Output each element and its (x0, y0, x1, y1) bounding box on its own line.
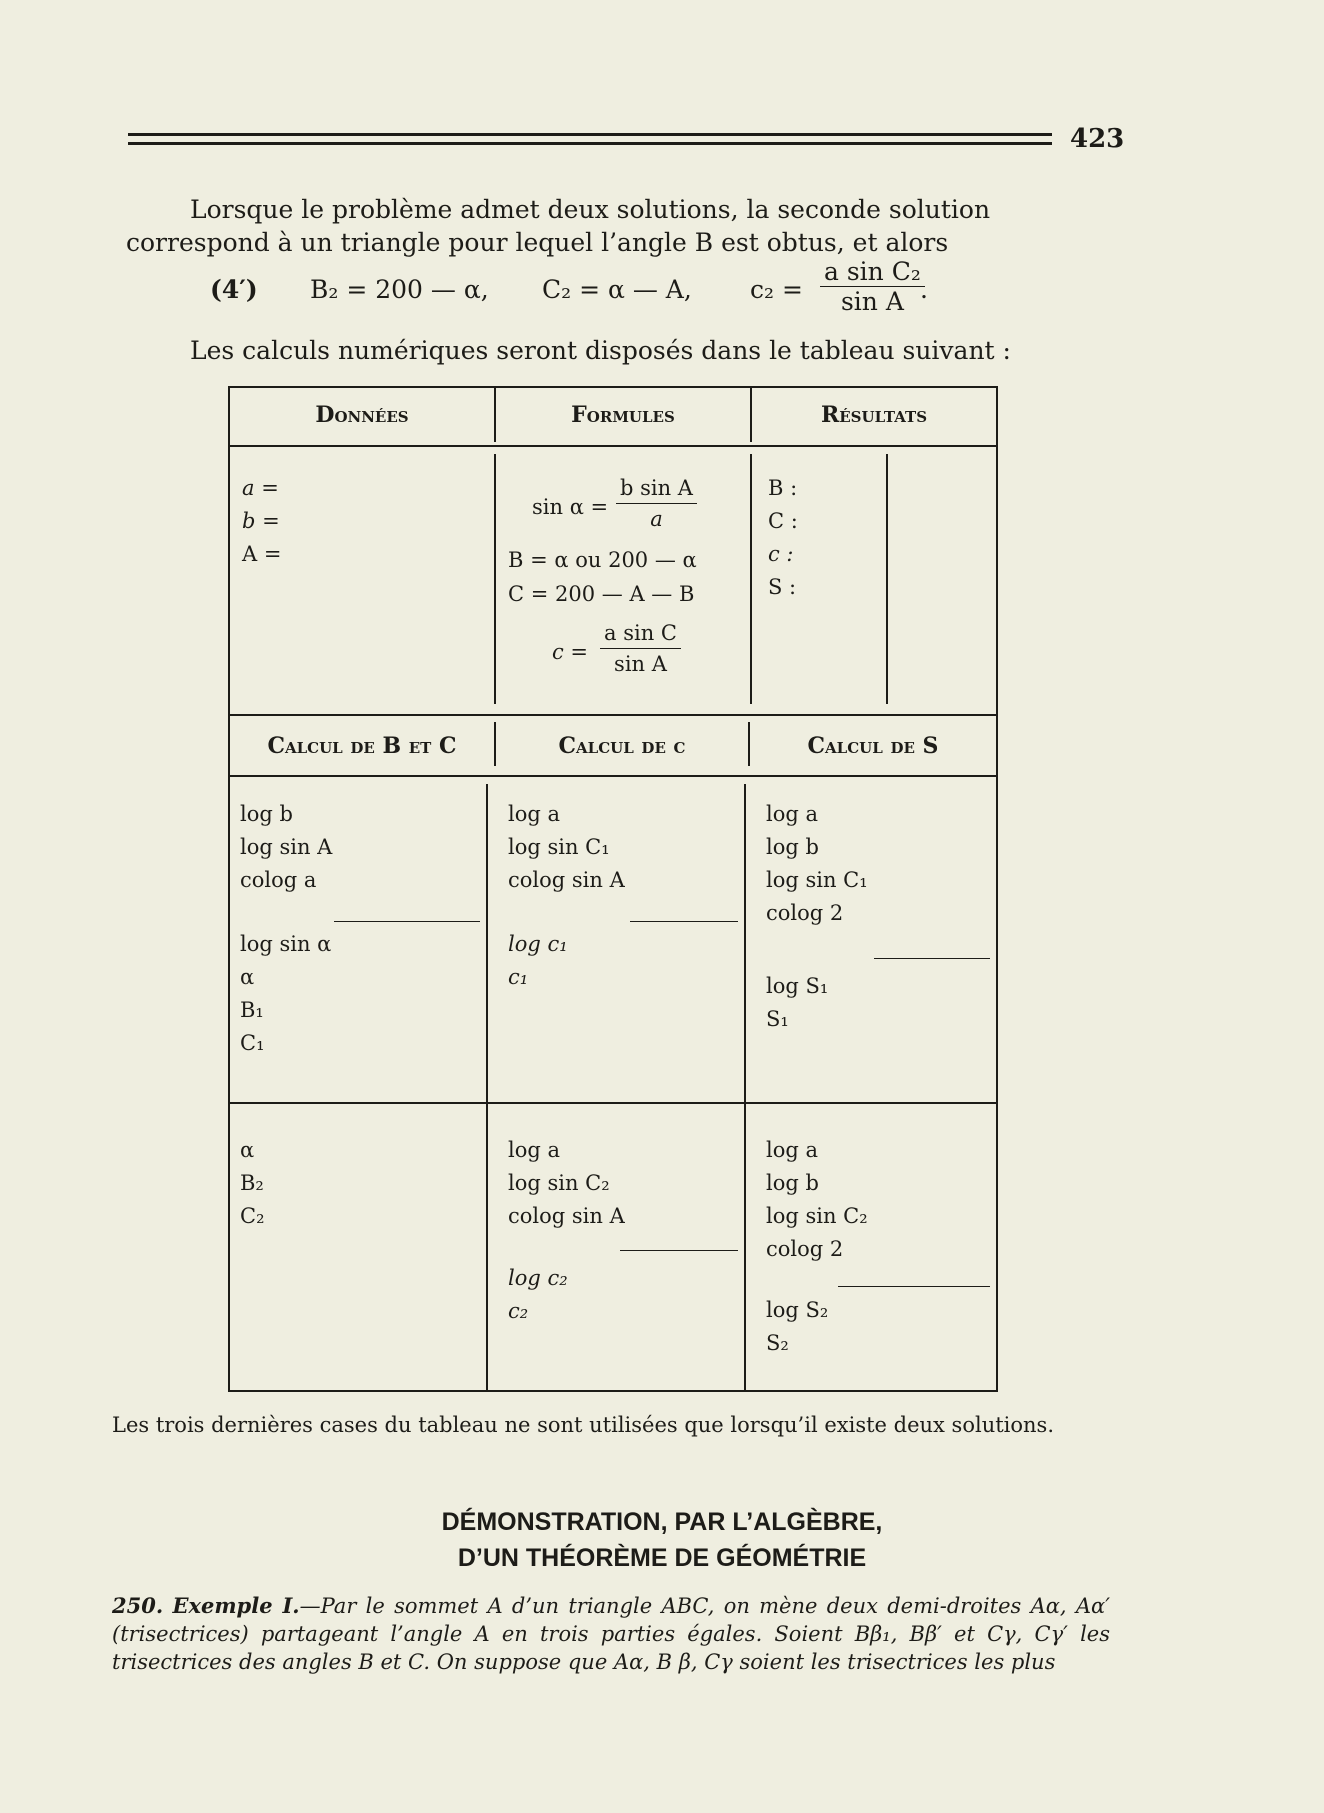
formula-c2: C₂ = α — A, (542, 275, 692, 304)
sol2-c-item: log sin C₂ (508, 1171, 610, 1195)
sol2-s-item: log a (766, 1138, 818, 1162)
calc-c-top (508, 798, 625, 897)
formula-sin-fraction (616, 473, 697, 534)
calc-bc-item: colog a (240, 868, 317, 892)
header-resultats: Résultats (820, 402, 928, 428)
sum-line-bc (334, 921, 480, 922)
calc-s-bottom (766, 970, 828, 1036)
table-note: Les trois dernières cases du tableau ne sont utilisées que lorsqu’il existe deux solutions. (112, 1413, 1054, 1437)
table-intro: Les calculs numériques seront disposés dans le tableau suivant : (190, 336, 1011, 365)
example-text: —Par le sommet A d’un triangle ABC, on mène deux demi-droites Aα, Aα′ (trisectrices) partageant l’angle A en trois parties égales. Soient Bβ₁, Bβ′ et Cγ, Cγ′ les trisectrices des angles B et C. On suppose que Aα, B β, Cγ soient les trisectrices les plus (112, 1594, 1110, 1674)
resultats-list (768, 472, 798, 604)
formula-c2-numerator: a sin C₂ (820, 257, 925, 287)
formula-c-lhs: c = (552, 640, 589, 664)
formula-b2: B₂ = 200 — α, (310, 275, 489, 304)
calc-c-item: log sin C₁ (508, 835, 610, 859)
calc-s-item: log b (766, 835, 819, 859)
calc-bc-result: B₁ (240, 998, 264, 1022)
formula-c-line: C = 200 — A — B (508, 582, 695, 606)
formula-sin-denominator: a (650, 507, 663, 531)
intro-line-2: correspond à un triangle pour lequel l’angle B est obtus, et alors (126, 228, 949, 257)
header-calcul-c: Calcul de c (558, 733, 686, 759)
calc-bc-item: log b (240, 802, 293, 826)
formula-b-line: B = α ou 200 — α (508, 548, 697, 572)
formula-c-numerator: a sin C (600, 618, 681, 649)
table-vrule-1b (494, 454, 496, 704)
formula-c2-end: . (920, 275, 928, 304)
calc-s-result: S₁ (766, 1007, 789, 1031)
calc-c-item: colog sin A (508, 868, 625, 892)
donnee-a: a = (242, 476, 279, 500)
sol2-c-item: log a (508, 1138, 560, 1162)
sol2-c-item: colog sin A (508, 1204, 625, 1228)
donnee-angle-a: A = (242, 542, 282, 566)
calc-c-result: log c₁ (508, 932, 568, 956)
table-vrule-2d (744, 784, 746, 1392)
resultat-c: C : (768, 509, 798, 533)
table-rule-header (230, 445, 996, 447)
example-number: 250. (112, 1593, 164, 1618)
sol2-s-result: S₂ (766, 1331, 789, 1355)
calc-s-item: log sin C₁ (766, 868, 868, 892)
example-lead: Exemple I. (172, 1593, 300, 1618)
table-rule-section-1 (230, 714, 996, 716)
resultat-b: B : (768, 476, 798, 500)
sol2-c-result: log c₂ (508, 1266, 568, 1290)
formula-sin-lhs: sin α = (532, 495, 609, 519)
sum-line-sol2-c (620, 1250, 738, 1251)
formula-c2-lhs: c₂ = (750, 275, 803, 304)
section-title-line-2: D’UN THÉORÈME DE GÉOMÉTRIE (457, 1544, 867, 1572)
header-rule (128, 133, 1052, 145)
section-title-line-1: DÉMONSTRATION, PAR L’ALGÈBRE, (441, 1508, 883, 1536)
intro-line-1: Lorsque le problème admet deux solutions, la seconde solution (190, 195, 991, 224)
calc-s-result: log S₁ (766, 974, 829, 998)
sol2-s-item: colog 2 (766, 1237, 844, 1261)
sol2-bc (240, 1134, 265, 1233)
calc-c-result: c₁ (508, 965, 529, 989)
sol2-bc-item: C₂ (240, 1204, 265, 1228)
donnees-list (242, 472, 281, 571)
calc-c-item: log a (508, 802, 560, 826)
page-number: 423 (1070, 124, 1125, 154)
formula-c2-fraction (820, 257, 925, 316)
calc-bc-bottom (240, 928, 331, 1060)
sum-line-s (874, 958, 990, 959)
sol2-s-result: log S₂ (766, 1298, 829, 1322)
formula-c2-denominator: sin A (840, 287, 904, 316)
resultat-c-side: c : (768, 542, 794, 566)
table-vrule-3b (886, 454, 888, 704)
sol2-c-result: c₂ (508, 1299, 529, 1323)
resultat-s: S : (768, 575, 797, 599)
formula-sin-numerator: b sin A (616, 473, 697, 504)
header-calcul-bc: Calcul de B et C (267, 733, 457, 759)
header-formules: Formules (571, 402, 675, 428)
calculation-table (228, 386, 998, 1392)
example-paragraph (112, 1592, 1110, 1676)
header-calcul-s: Calcul de S (807, 733, 939, 759)
calc-bc-item: log sin A (240, 835, 333, 859)
sum-line-sol2-s (838, 1286, 990, 1287)
table-vrule-2b (750, 454, 752, 704)
calc-s-item: log a (766, 802, 818, 826)
sol2-s-bottom (766, 1294, 828, 1360)
sol2-bc-item: B₂ (240, 1171, 264, 1195)
calc-bc-top (240, 798, 332, 897)
sol2-bc-item: α (240, 1138, 255, 1162)
sol2-s-item: log b (766, 1171, 819, 1195)
formula-label: (4′) (210, 275, 258, 304)
header-donnees: Données (315, 402, 409, 428)
calc-s-item: colog 2 (766, 901, 844, 925)
sol2-c-bottom (508, 1262, 568, 1328)
formula-c-fraction (600, 618, 681, 679)
sol2-s-top (766, 1134, 868, 1266)
sum-line-c (630, 921, 738, 922)
calc-c-bottom (508, 928, 568, 994)
sol2-s-item: log sin C₂ (766, 1204, 868, 1228)
calc-s-top (766, 798, 868, 930)
calc-bc-result: C₁ (240, 1031, 265, 1055)
table-vrule-1d (486, 784, 488, 1392)
calc-bc-result: α (240, 965, 255, 989)
table-rule-section-2 (230, 1102, 996, 1104)
formula-c-denominator: sin A (614, 652, 667, 676)
sol2-c-top (508, 1134, 625, 1233)
table-rule-header-2 (230, 775, 996, 777)
donnee-b: b = (242, 509, 280, 533)
calc-bc-result: log sin α (240, 932, 332, 956)
